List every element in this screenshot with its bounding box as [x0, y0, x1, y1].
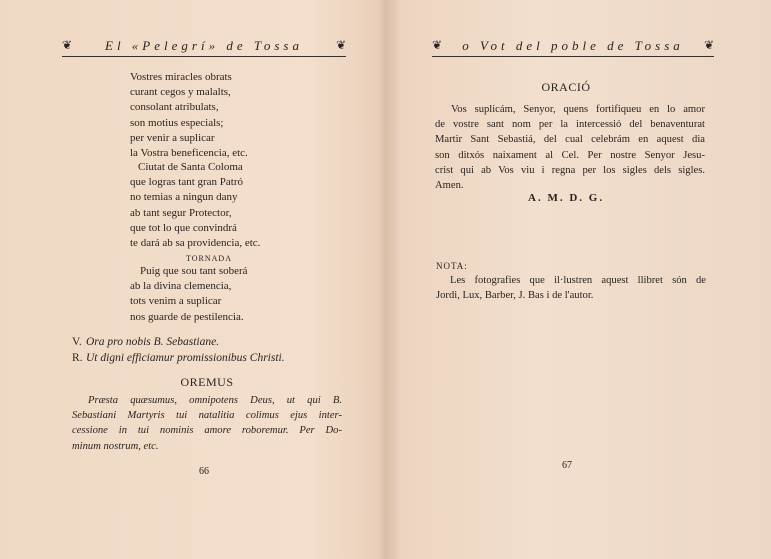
verse-line: te dará ab sa providencia, etc.	[130, 237, 261, 250]
right-running-head	[432, 36, 714, 57]
verse-line: consolant atribulats,	[130, 101, 219, 114]
versicle-response	[72, 335, 285, 366]
verse-line: ab tant segur Protector,	[130, 206, 232, 219]
verse-line: Ciutat de Santa Coloma	[138, 161, 243, 173]
verse-line: Vostres miracles obrats	[130, 71, 232, 83]
tornada-label: TORNADA	[186, 254, 232, 263]
amdg-motto: A. M. D. G.	[528, 192, 605, 204]
verse-line: no temias a ningun dany	[130, 191, 238, 204]
verse-line: per venir a suplicar	[130, 131, 215, 144]
verse-line: Puig que sou tant soberá	[140, 265, 248, 277]
verse-line: ab la divina clemencia,	[130, 280, 232, 293]
prayer-line: cessione in tui nominis amore roboremur. Per Do-	[72, 425, 342, 437]
stanza-1	[130, 70, 248, 161]
verse-line: que tot lo que convindrá	[130, 221, 237, 234]
fleuron-icon: ❦	[703, 38, 714, 52]
versicle-mark: V.	[72, 336, 82, 348]
verse-line: tots venim a suplicar	[130, 295, 222, 308]
oremus-heading: OREMUS	[180, 375, 234, 389]
prayer-line: Martir Sant Sebastiá, del cual celebrám en aquest dia	[435, 134, 705, 146]
prayer-line: son ditxós naixament al Cel. Per nostre Senyor Jesu-	[435, 149, 705, 161]
verse-line: son motius especials;	[130, 116, 224, 129]
verse-line: nos guarde de pestilencia.	[130, 310, 244, 323]
response-mark: R.	[72, 351, 83, 364]
right-page-number: 67	[562, 460, 572, 471]
fleuron-icon: ❦	[62, 38, 73, 52]
right-running-head-text: o Vot del poble de Tossa	[462, 38, 684, 53]
stanza-2	[130, 160, 260, 251]
oracio-heading: ORACIÓ	[541, 80, 591, 94]
nota-text	[436, 273, 706, 303]
verse-line: la Vostra beneficencia, etc.	[130, 147, 248, 160]
left-running-head-text: El «Pelegrí» de Tossa	[105, 38, 303, 53]
stanza-3	[130, 264, 248, 325]
prayer-line: Amen.	[435, 180, 464, 192]
fleuron-icon: ❦	[432, 38, 443, 52]
nota-label: NOTA:	[436, 261, 468, 271]
response-text: Ut digni efficiamur promissionibus Christi.	[86, 351, 285, 364]
nota-line: Jordi, Lux, Barber, J. Bas i de l'autor.	[436, 290, 594, 302]
nota-line: Les fotografies que il·lustren aquest llibret són de	[450, 275, 706, 286]
left-page	[0, 0, 385, 559]
prayer-line: Sebastiani Martyris tui natalitia colimus ejus inter-	[72, 410, 342, 422]
latin-prayer	[72, 393, 342, 454]
fleuron-icon: ❦	[335, 38, 346, 52]
prayer-line: crist qui ab Vos viu i regna per los sigles dels sigles.	[435, 164, 705, 176]
left-running-head	[62, 36, 346, 57]
prayer-line: Vos suplicám, Senyor, quens fortifiqueu en lo amor	[451, 104, 705, 115]
right-page	[386, 0, 771, 559]
verse-line: curant cegos y malalts,	[130, 86, 231, 99]
verse-line: que logras tant gran Patró	[130, 176, 244, 189]
left-page-number: 66	[199, 466, 209, 477]
versicle-text: Ora pro nobis B. Sebastiane.	[86, 336, 220, 348]
prayer-line: de vostre sant nom per la intercessió del benaventurat	[435, 119, 705, 131]
oracio-prayer	[435, 102, 705, 193]
prayer-line: Præsta quæsumus, omnipotens Deus, ut qui B.	[88, 395, 342, 406]
prayer-line: minum nostrum, etc.	[72, 440, 159, 452]
